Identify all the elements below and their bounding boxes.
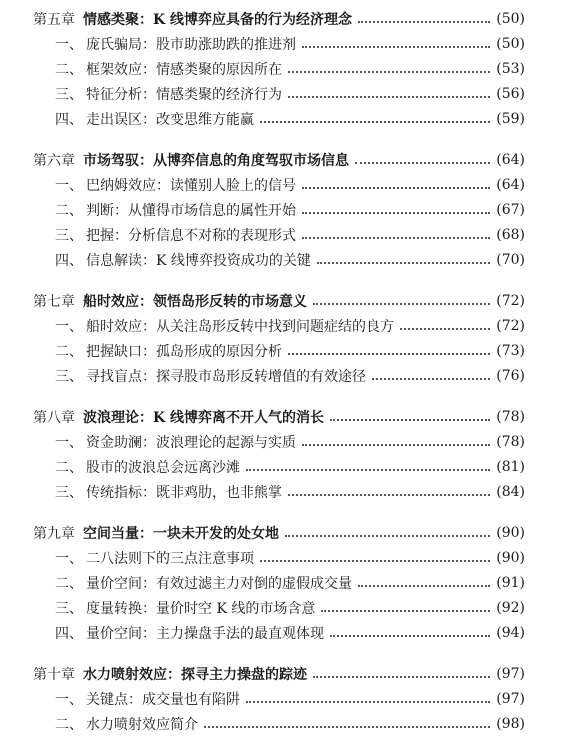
chapter-entry[interactable] — [33, 288, 525, 313]
page-number: (70) — [496, 251, 525, 268]
section-number: 二、 — [55, 61, 83, 78]
dot-leader — [204, 725, 490, 728]
chapter-block — [0, 288, 575, 388]
chapter-number: 第九章 — [33, 525, 75, 542]
section-entry[interactable] — [55, 620, 525, 645]
section-entry[interactable] — [55, 197, 525, 222]
section-number: 一、 — [55, 550, 83, 567]
section-title: 判断：从懂得市场信息的属性开始 — [86, 202, 296, 219]
section-number: 一、 — [55, 36, 83, 53]
section-title: 量价空间：有效过滤主力对倒的虚假成交量 — [86, 575, 352, 592]
section-title: 特征分析：情感类聚的经济行为 — [86, 86, 282, 103]
page-number: (78) — [496, 408, 525, 425]
section-number: 二、 — [55, 575, 83, 592]
chapter-entry[interactable] — [33, 147, 525, 172]
section-title: 资金助澜：波浪理论的起源与实质 — [86, 434, 296, 451]
section-entry[interactable] — [55, 222, 525, 247]
chapter-title: 市场驾驭：从博弈信息的角度驾驭市场信息 — [83, 152, 349, 169]
section-title: 把握：分析信息不对称的表现形式 — [86, 227, 296, 244]
chapter-title: 波浪理论：K 线博弈离不开人气的消长 — [83, 409, 325, 426]
section-number: 三、 — [55, 227, 83, 244]
section-number: 四、 — [55, 252, 83, 269]
section-entry[interactable] — [55, 454, 525, 479]
section-title: 走出误区：改变思维方能赢 — [86, 111, 254, 128]
section-title: 把握缺口：孤岛形成的原因分析 — [86, 343, 282, 360]
dot-leader — [302, 443, 490, 446]
section-entry[interactable] — [55, 56, 525, 81]
page-number: (90) — [496, 524, 525, 541]
page-number: (56) — [496, 85, 525, 102]
section-title: 量价空间：主力操盘手法的最直观体现 — [86, 625, 324, 642]
chapter-number: 第十章 — [33, 666, 75, 683]
section-title: 二八法则下的三点注意事项 — [86, 550, 254, 567]
section-number: 二、 — [55, 459, 83, 476]
section-number: 四、 — [55, 111, 83, 128]
dot-leader — [302, 211, 490, 214]
section-title: 船时效应：从关注岛形反转中找到问题症结的良方 — [86, 318, 394, 335]
dot-leader — [313, 302, 490, 305]
dot-leader — [288, 352, 490, 355]
section-entry[interactable] — [55, 31, 525, 56]
dot-leader — [288, 70, 490, 73]
page-number: (73) — [496, 342, 525, 359]
dot-leader — [372, 377, 490, 380]
page-number: (76) — [496, 367, 525, 384]
section-entry[interactable] — [55, 172, 525, 197]
chapter-number: 第五章 — [33, 11, 75, 28]
section-number: 一、 — [55, 177, 83, 194]
chapter-title: 情感类聚：K 线博弈应具备的行为经济理念 — [83, 11, 353, 28]
section-entry[interactable] — [55, 363, 525, 388]
dot-leader — [358, 20, 490, 23]
dot-leader — [317, 261, 490, 264]
page-number: (90) — [496, 549, 525, 566]
section-title: 巴纳姆效应：读懂别人脸上的信号 — [86, 177, 296, 194]
section-number: 一、 — [55, 691, 83, 708]
section-number: 二、 — [55, 716, 83, 733]
section-title: 庞氏骗局：股市助涨助跌的推进剂 — [86, 36, 296, 53]
chapter-number: 第八章 — [33, 409, 75, 426]
dot-leader — [302, 45, 490, 48]
section-number: 二、 — [55, 202, 83, 219]
section-entry[interactable] — [55, 595, 525, 620]
section-title: 关键点：成交量也有陷阱 — [86, 691, 240, 708]
section-title: 传统指标：既非鸡肋，也非熊掌 — [86, 484, 282, 501]
dot-leader — [400, 327, 490, 330]
page-number: (91) — [496, 574, 525, 591]
section-entry[interactable] — [55, 106, 525, 131]
chapter-entry[interactable] — [33, 6, 525, 31]
section-title: 寻找盲点：探寻股市岛形反转增值的有效途径 — [86, 368, 366, 385]
chapter-block — [0, 520, 575, 645]
dot-leader — [330, 418, 490, 421]
dot-leader — [330, 634, 490, 637]
section-entry[interactable] — [55, 429, 525, 454]
chapter-entry[interactable] — [33, 404, 525, 429]
section-number: 四、 — [55, 625, 83, 642]
section-title: 水力喷射效应简介 — [86, 716, 198, 733]
section-title: 框架效应：情感类聚的原因所在 — [86, 61, 282, 78]
page-number: (64) — [496, 176, 525, 193]
page-number: (92) — [496, 599, 525, 616]
chapter-title: 船时效应：领悟岛形反转的市场意义 — [83, 293, 307, 310]
dot-leader — [260, 120, 490, 123]
chapter-block — [0, 6, 575, 131]
section-number: 三、 — [55, 484, 83, 501]
chapter-number: 第六章 — [33, 152, 75, 169]
dot-leader — [321, 609, 490, 612]
section-entry[interactable] — [55, 479, 525, 504]
page-number: (72) — [496, 292, 525, 309]
section-entry[interactable] — [55, 686, 525, 711]
page-number: (81) — [496, 458, 525, 475]
dot-leader — [358, 584, 490, 587]
section-entry[interactable] — [55, 711, 525, 736]
dot-leader — [246, 700, 490, 703]
page-number: (64) — [496, 151, 525, 168]
section-title: 度量转换：量价时空 K 线的市场含意 — [86, 600, 316, 617]
page-number: (84) — [496, 483, 525, 500]
chapter-entry[interactable] — [33, 661, 525, 686]
page-number: (67) — [496, 201, 525, 218]
section-number: 三、 — [55, 368, 83, 385]
dot-leader — [302, 236, 490, 239]
page-number: (50) — [496, 35, 525, 52]
dot-leader — [246, 468, 490, 471]
section-number: 三、 — [55, 600, 83, 617]
chapter-number: 第七章 — [33, 293, 75, 310]
chapter-title: 水力喷射效应：探寻主力操盘的踪迹 — [83, 666, 307, 683]
dot-leader — [313, 675, 490, 678]
dot-leader — [302, 186, 490, 189]
section-entry[interactable] — [55, 570, 525, 595]
page-number: (72) — [496, 317, 525, 334]
section-title: 信息解读：K 线博弈投资成功的关键 — [86, 252, 311, 269]
section-number: 一、 — [55, 434, 83, 451]
dot-leader — [288, 493, 490, 496]
chapter-entry[interactable] — [33, 520, 525, 545]
chapter-block — [0, 661, 575, 736]
section-entry[interactable] — [55, 545, 525, 570]
section-entry[interactable] — [55, 313, 525, 338]
page-number: (78) — [496, 433, 525, 450]
section-number: 三、 — [55, 86, 83, 103]
section-entry[interactable] — [55, 247, 525, 272]
page-number: (97) — [496, 690, 525, 707]
dot-leader — [285, 534, 490, 537]
chapter-title: 空间当量：一块未开发的处女地 — [83, 525, 279, 542]
page-number: (97) — [496, 665, 525, 682]
page-number: (50) — [496, 10, 525, 27]
dot-leader — [288, 95, 490, 98]
chapter-block — [0, 147, 575, 272]
page-number: (53) — [496, 60, 525, 77]
page-number: (68) — [496, 226, 525, 243]
dot-leader — [260, 559, 490, 562]
page-number: (98) — [496, 715, 525, 732]
section-number: 二、 — [55, 343, 83, 360]
page-number: (94) — [496, 624, 525, 641]
section-number: 一、 — [55, 318, 83, 335]
dot-leader — [355, 161, 490, 164]
section-entry[interactable] — [55, 81, 525, 106]
chapter-block — [0, 404, 575, 504]
section-entry[interactable] — [55, 338, 525, 363]
section-title: 股市的波浪总会远离沙滩 — [86, 459, 240, 476]
page-number: (59) — [496, 110, 525, 127]
